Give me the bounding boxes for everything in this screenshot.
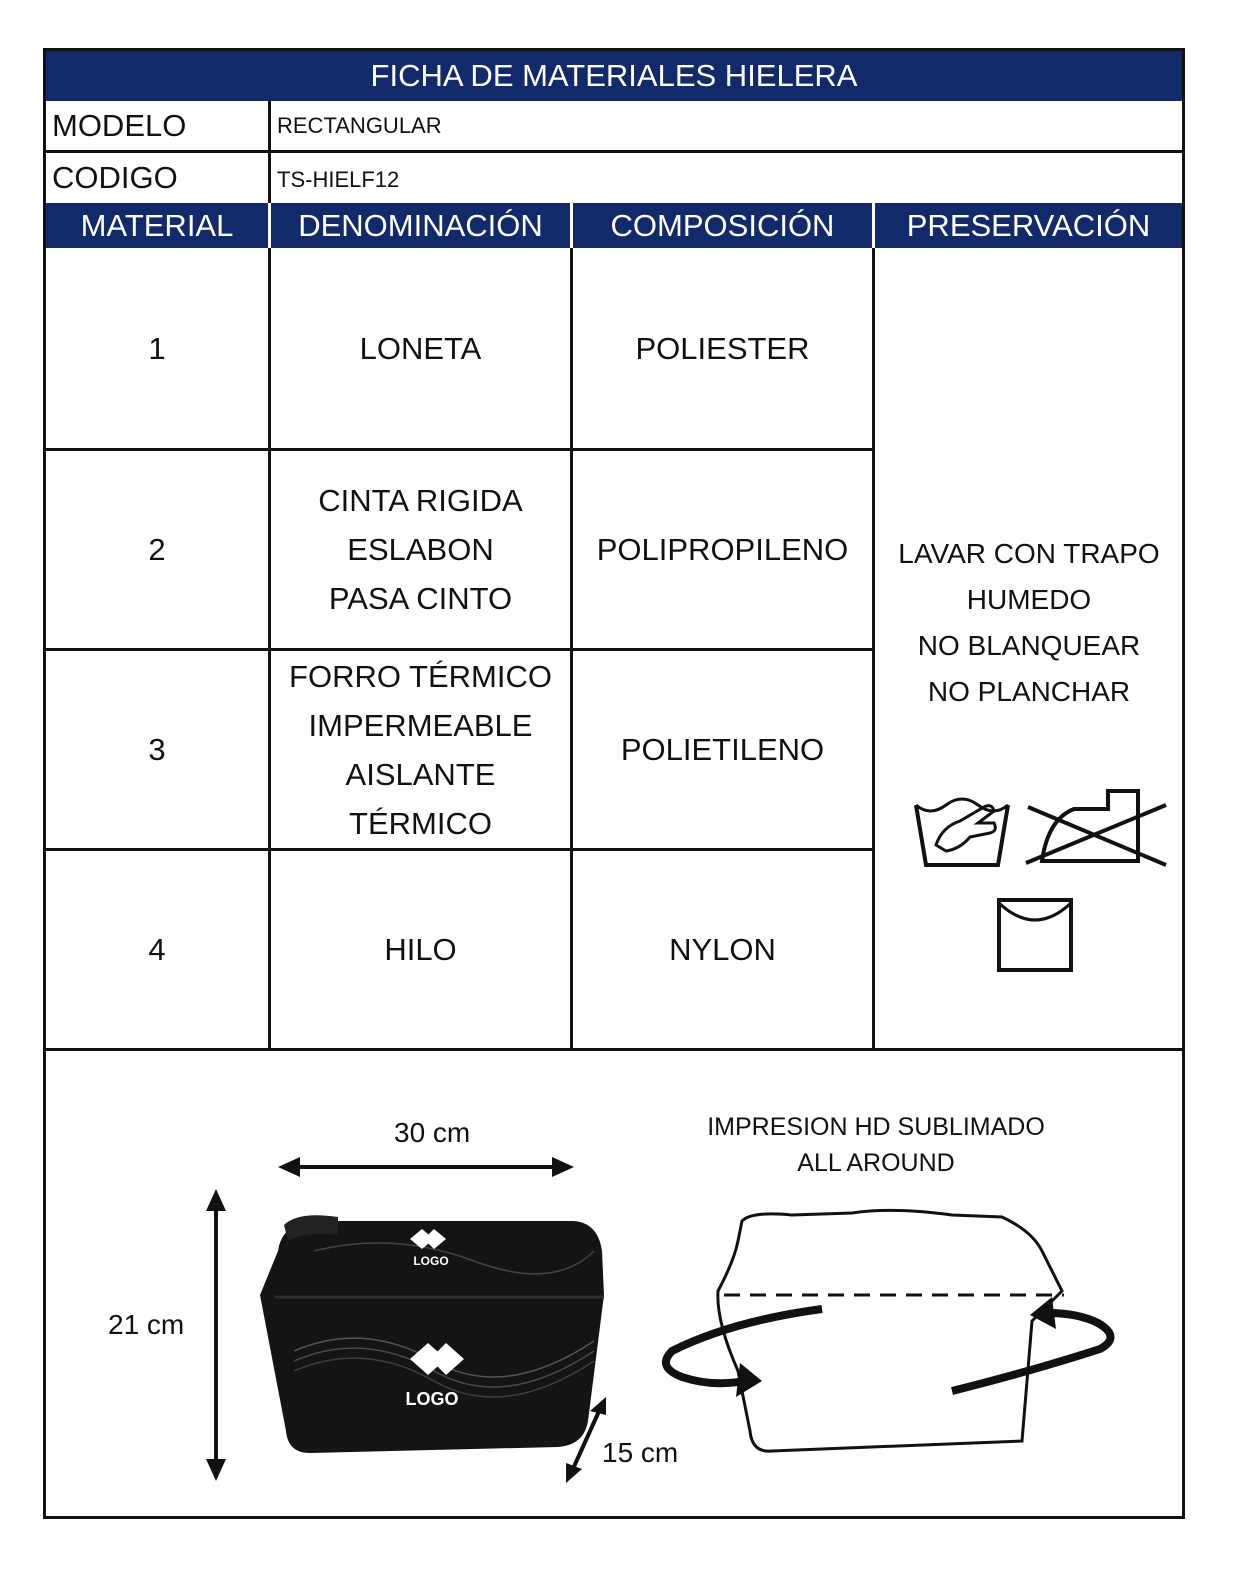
- material-denominacion: FORRO TÉRMICO IMPERMEABLE AISLANTE TÉRMICO: [289, 658, 552, 841]
- material-number: 2: [148, 532, 166, 567]
- print-note: IMPRESION HD SUBLIMADO ALL AROUND: [707, 1113, 1045, 1177]
- sheet-title: FICHA DE MATERIALES HIELERA: [46, 51, 1182, 101]
- material-denominacion: CINTA RIGIDA ESLABON PASA CINTO: [318, 483, 523, 616]
- codigo-value: TS-HIELF12: [277, 167, 400, 192]
- logo-mark-top: LOGO: [413, 1254, 449, 1268]
- all-around-print-illustration: [652, 1201, 1122, 1471]
- width-dimension-label: 30 cm: [394, 1117, 471, 1148]
- material-denominacion: HILO: [384, 932, 457, 967]
- depth-dimension-label: 15 cm: [602, 1437, 679, 1468]
- hand-wash-icon: [912, 787, 1012, 873]
- material-number: 1: [148, 330, 166, 366]
- height-arrow-icon: [204, 1189, 228, 1481]
- header-preservacion: PRESERVACIÓN: [875, 203, 1182, 248]
- modelo-label: MODELO: [52, 108, 187, 143]
- material-composicion: POLIETILENO: [620, 732, 825, 767]
- modelo-value: RECTANGULAR: [277, 113, 442, 138]
- width-arrow-icon: [278, 1155, 574, 1179]
- height-dimension-label: 21 cm: [108, 1309, 185, 1340]
- preservation-instructions: LAVAR CON TRAPO HUMEDO NO BLANQUEAR NO PLANCHAR: [898, 538, 1160, 707]
- material-number: 4: [148, 932, 166, 967]
- material-composicion: NYLON: [669, 932, 776, 967]
- codigo-label: CODIGO: [52, 160, 178, 195]
- do-not-iron-icon: [1022, 787, 1170, 869]
- material-composicion: POLIPROPILENO: [596, 532, 849, 567]
- header-denominacion: DENOMINACIÓN: [271, 203, 570, 248]
- material-composicion: POLIESTER: [635, 330, 810, 366]
- material-denominacion: LONETA: [359, 330, 482, 366]
- header-composicion: COMPOSICIÓN: [573, 203, 872, 248]
- cooler-bag-illustration: [254, 1211, 606, 1461]
- materials-sheet: [43, 48, 1185, 1519]
- line-dry-icon: [996, 897, 1076, 973]
- material-number: 3: [148, 732, 166, 767]
- header-material: MATERIAL: [46, 203, 268, 248]
- logo-mark-front: LOGO: [405, 1389, 459, 1409]
